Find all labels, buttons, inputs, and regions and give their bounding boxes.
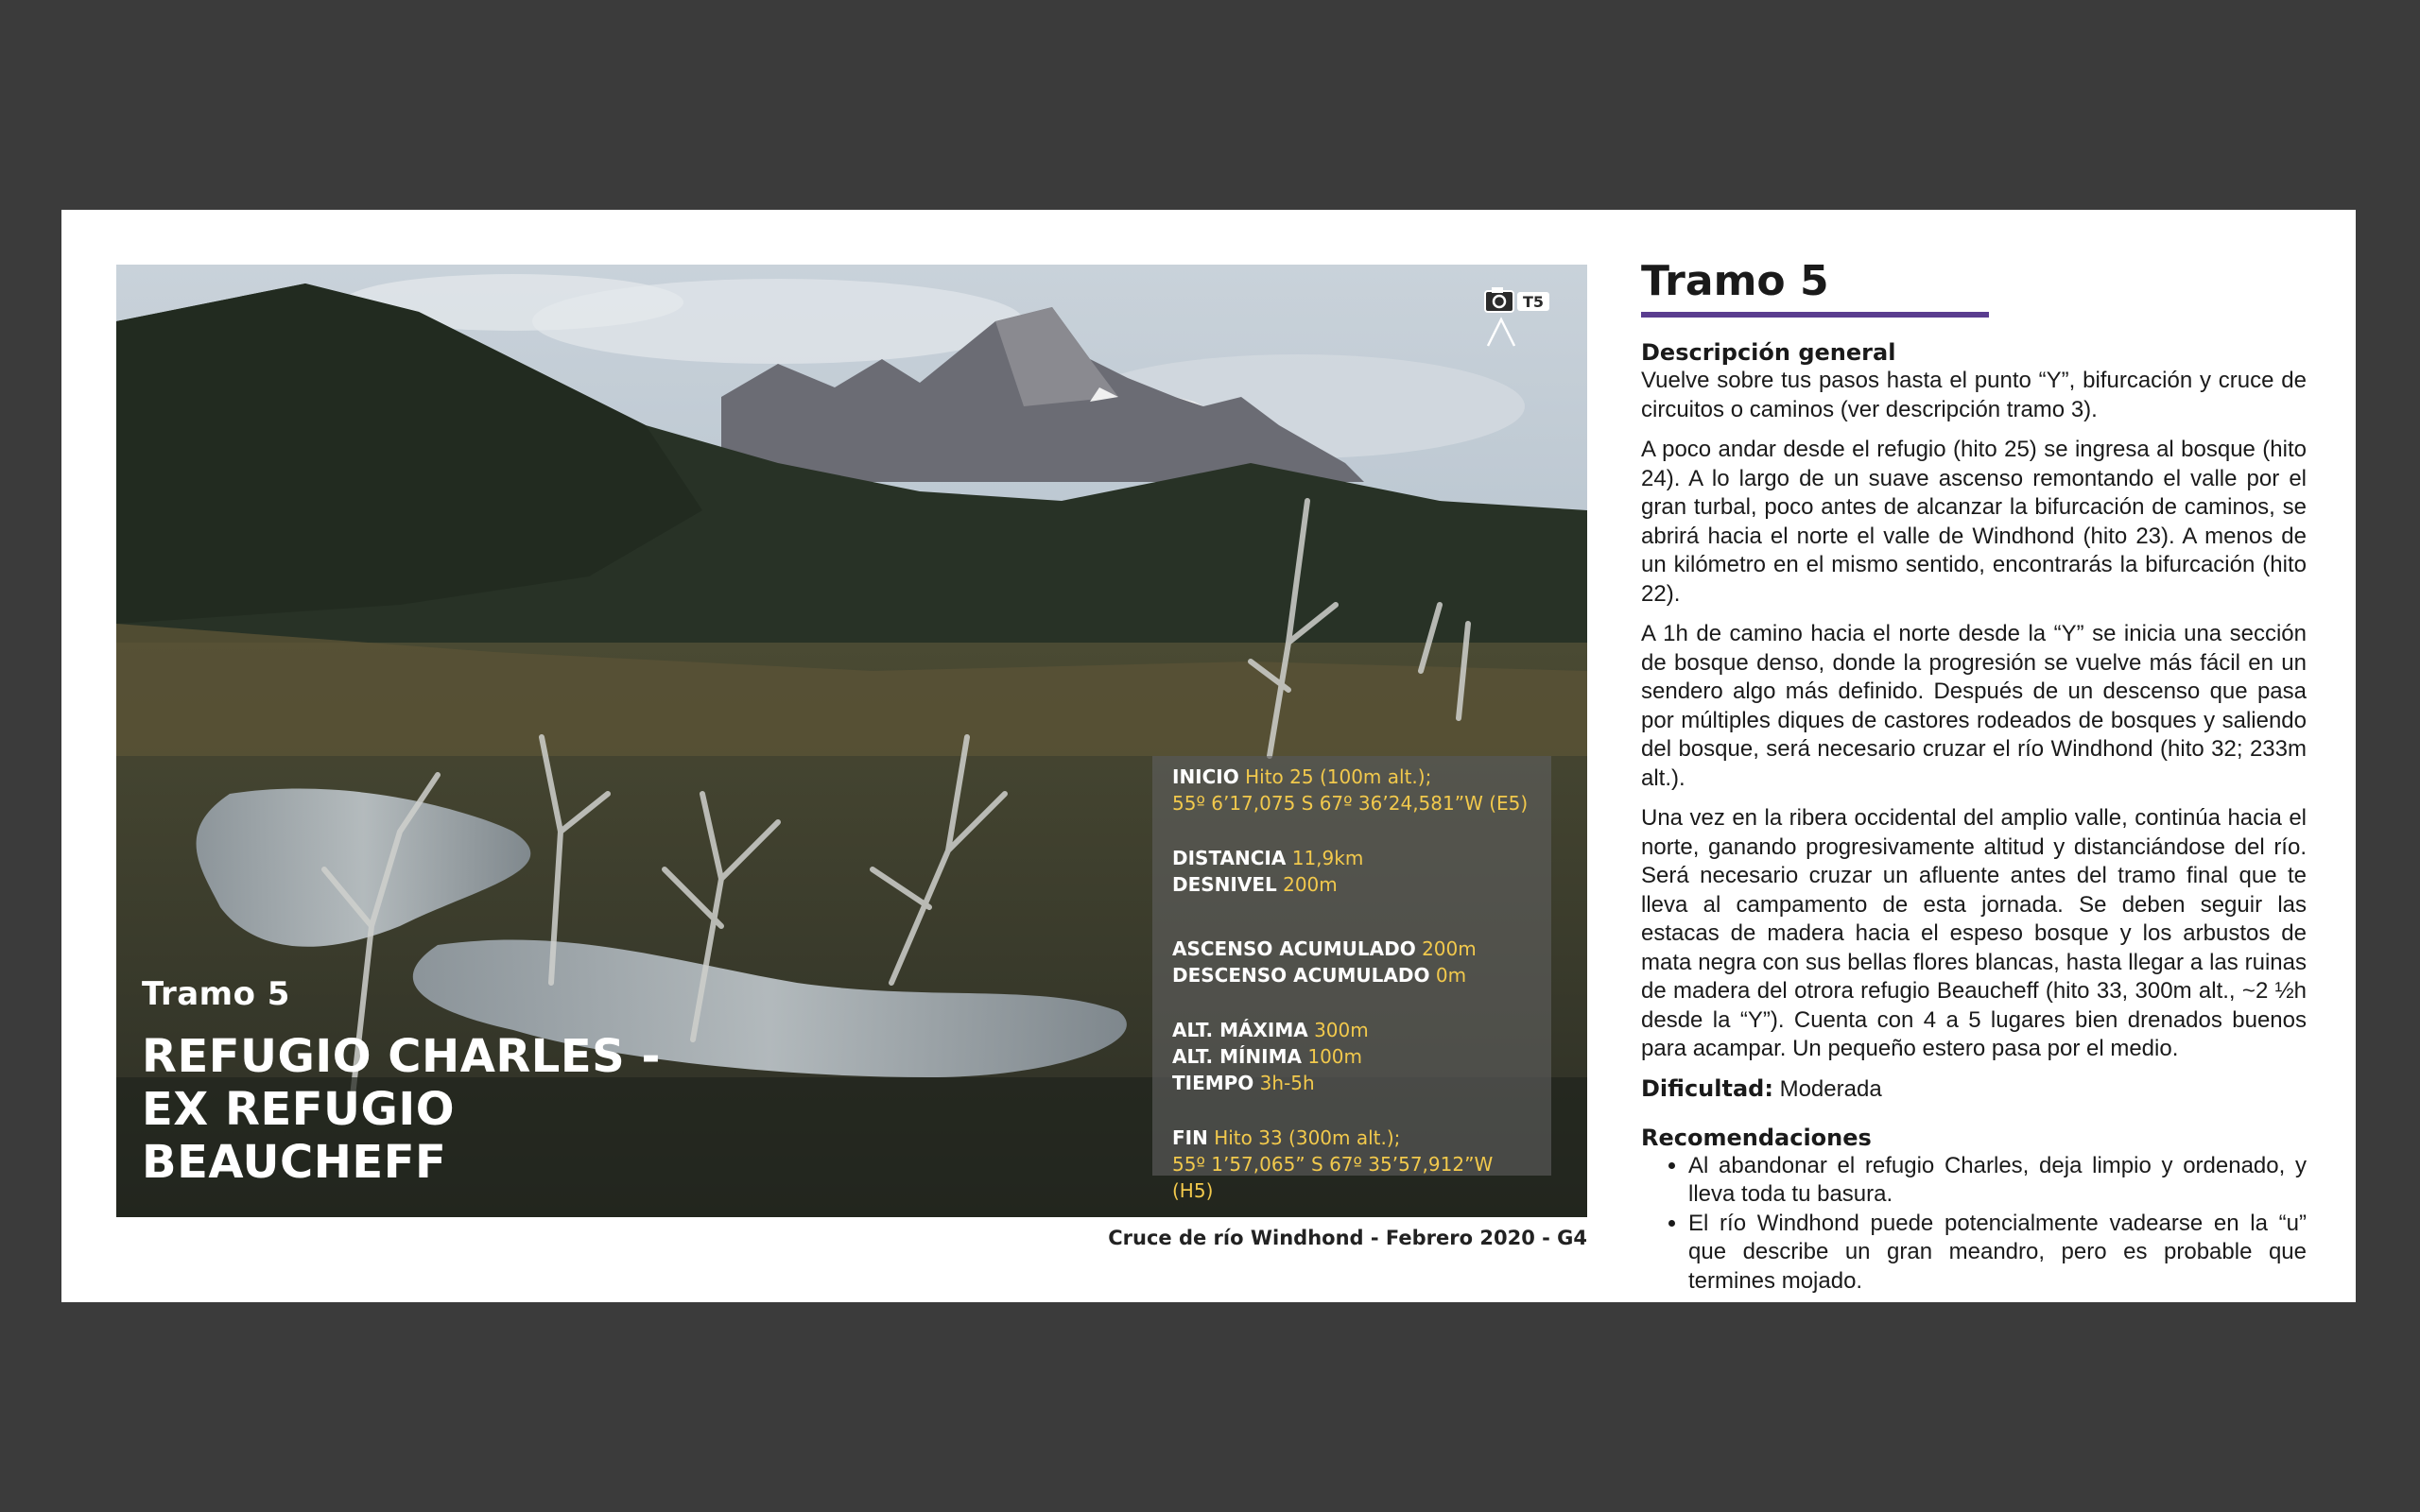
stat-altitude-group: ALT. MÁXIMA 300m ALT. MÍNIMA 100m TIEMPO 3h-5h (1172, 1019, 1369, 1094)
recommendations-heading: Recomendaciones (1641, 1124, 1872, 1151)
landscape-photo (116, 265, 1587, 1217)
paragraph-3: A 1h de camino hacia el norte desde la “Y” se inicia una sección de bosque denso, donde la progresión se vuelve más fácil en un sendero algo más definido. Después de un descenso que pasa por múltiples diques de castores rodeados de bosques y saliendo del bosque, será necesario cruzar el río Windhond (hito 32; 233m alt.). (1641, 621, 2307, 791)
camera-position-icon (1483, 285, 1553, 348)
stat-fin: FIN Hito 33 (300m alt.); 55º 1’57,065” S 67º 35’57,912”W (H5) (1172, 1125, 1538, 1204)
stat-accumulated-group: ASCENSO ACUMULADO 200m DESCENSO ACUMULADO 0m (1172, 937, 1477, 987)
difficulty-value: Moderada (1779, 1075, 1882, 1102)
description-column (1641, 257, 2307, 1296)
overlay-subtitle: Tramo 5 (142, 975, 290, 1013)
inicio-coords: 55º 6’17,075 S 67º 36’24,581”W (E5) (1172, 792, 1529, 815)
photo-caption: Cruce de río Windhond - Febrero 2020 - G4 (1108, 1227, 1587, 1249)
photo-title-overlay (142, 975, 728, 1189)
recommendations-list (1641, 1152, 2307, 1297)
route-stats-panel (1152, 756, 1551, 1202)
difficulty-label: Dificultad: (1641, 1074, 1773, 1102)
list-item: • El río Windhond puede potencialmente vadearse en la “u” que describe un gran meandro, pero es probable que termines mojado. (1688, 1210, 2307, 1297)
paragraph-1: Vuelve sobre tus pasos hasta el punto “Y”, bifurcación y cruce de circuitos o caminos (ver descripción tramo 3). (1641, 368, 2307, 422)
badge-label: T5 (1522, 293, 1545, 311)
stat-inicio: INICIO Hito 25 (100m alt.); 55º 6’17,075 S 67º 36’24,581”W (E5) (1172, 764, 1538, 816)
stat-distance-group: DISTANCIA 11,9km DESNIVEL 200m (1172, 847, 1364, 896)
list-item: • Al abandonar el refugio Charles, deja limpio y ordenado, y lleva toda tu basura. (1688, 1152, 2307, 1210)
paragraph-2: A poco andar desde el refugio (hito 25) se ingresa al bosque (hito 24). A lo largo de un suave ascenso remontando el valle por el gran turbal, poco antes de alcanzar la bifurcación de caminos, se abrirá hacia el norte el valle de Windhond (hito 23). A menos de un kilómetro en el mismo sentido, encontrarás la bifurcación (hito 22). (1641, 437, 2307, 607)
fin-coords: 55º 1’57,065” S 67º 35’57,912”W (H5) (1172, 1153, 1494, 1202)
description-heading: Descripción general (1641, 339, 1896, 366)
overlay-title: REFUGIO CHARLES - EX REFUGIO BEAUCHEFF (142, 1030, 661, 1189)
paragraph-4: Una vez en la ribera occidental del amplio valle, continúa hacia el norte, ganando progresivamente altitud y distanciándose del río. Será necesario cruzar un afluente antes del tramo final que te lleva al campamento de esta jornada. Se deben seguir las estacas de madera hacia el espeso bosque y los arbustos de mata negra con sus bellas flores blancas, hasta llegar a las ruinas de madera del otrora refugio Beaucheff (hito 33, 300m alt., ~2 ½h desde la “Y”). Cuenta con 4 a 5 lugares bien drenados buenos para acampar. Un pequeño estero pasa por el medio. (1641, 805, 2307, 1061)
document-page (61, 210, 2356, 1302)
title-underline (1641, 312, 1989, 318)
difficulty (1641, 1075, 2307, 1103)
section-title: Tramo 5 (1641, 257, 1829, 305)
